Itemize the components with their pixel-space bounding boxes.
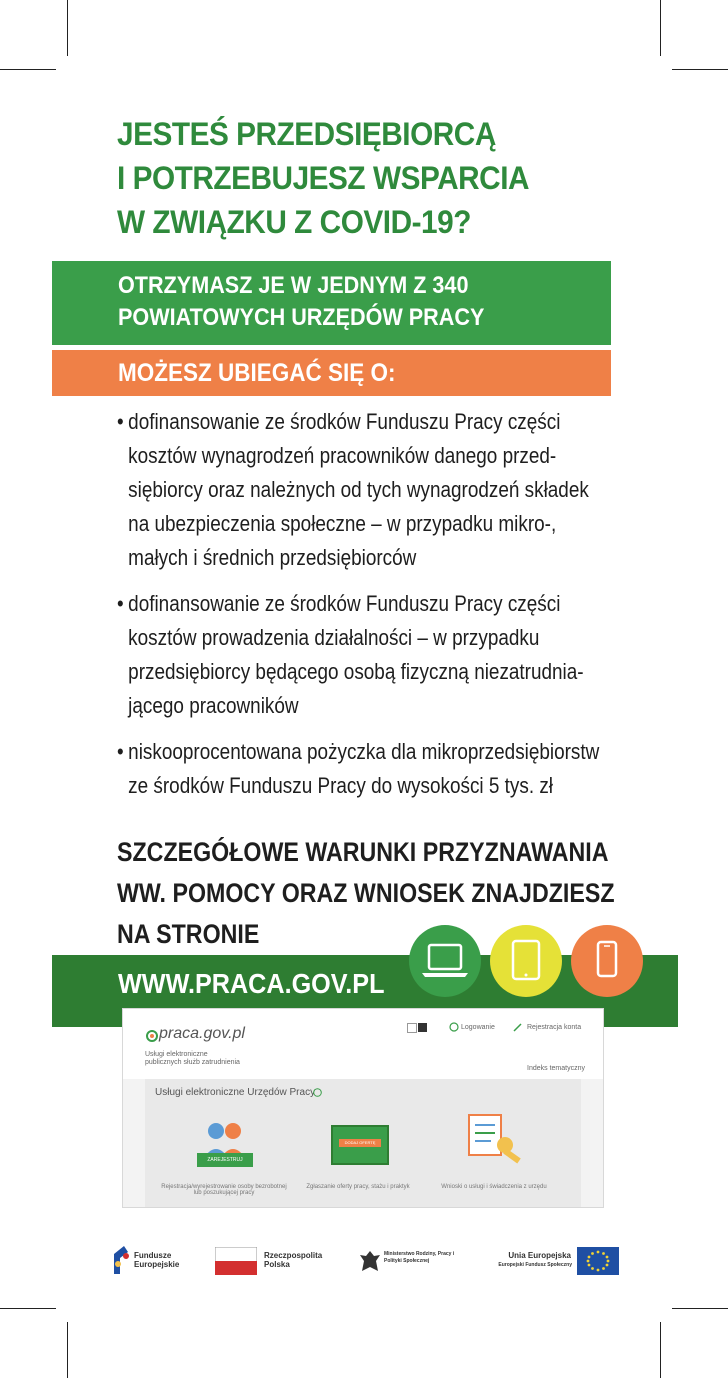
crop-mark bbox=[660, 1322, 661, 1378]
preview-header bbox=[123, 1009, 603, 1079]
website-preview bbox=[122, 1008, 604, 1208]
add-offer-button[interactable]: DODAJ OFERTĘ bbox=[339, 1139, 381, 1147]
laptop-circle bbox=[409, 925, 481, 997]
apply-heading: MOŻESZ UBIEGAĆ SIĘ O: bbox=[118, 359, 396, 387]
bullet-dot: • bbox=[117, 591, 124, 616]
details-line: NA STRONIE bbox=[117, 919, 260, 949]
list-item-line: kosztów wynagrodzeń pracowników danego przed- bbox=[128, 443, 557, 468]
list-item-line: na ubezpieczenia społeczne – w przypadku mikro-, bbox=[128, 511, 557, 536]
crop-mark bbox=[672, 1308, 728, 1309]
headline-line: JESTEŚ PRZEDSIĘBIORCĄ bbox=[117, 116, 496, 152]
pencil-icon bbox=[513, 1022, 523, 1032]
crop-mark bbox=[0, 69, 56, 70]
list-item-line: dofinansowanie ze środków Funduszu Pracy części bbox=[128, 409, 561, 434]
offices-line: OTRZYMASZ JE W JEDNYM Z 340 bbox=[118, 272, 469, 299]
contrast-toggle[interactable] bbox=[407, 1023, 417, 1033]
details-line: SZCZEGÓŁOWE WARUNKI PRZYZNAWANIA bbox=[117, 837, 609, 867]
crop-mark bbox=[67, 1322, 68, 1378]
laptop-icon bbox=[409, 925, 481, 997]
funding-logos bbox=[0, 1235, 728, 1295]
esf-label: Europejski Fundusz Społeczny bbox=[498, 1262, 572, 1268]
list-item-line: niskooprocentowana pożyczka dla mikroprzedsiębiorstw bbox=[128, 739, 600, 764]
document-hand-icon bbox=[465, 1113, 525, 1167]
index-link[interactable]: Indeks tematyczny bbox=[527, 1065, 585, 1072]
user-icon bbox=[449, 1022, 459, 1032]
apply-band bbox=[52, 350, 611, 396]
headline-line: W ZWIĄZKU Z COVID-19? bbox=[117, 204, 471, 240]
eagle-emblem-icon bbox=[359, 1249, 381, 1275]
crop-mark bbox=[0, 1308, 56, 1309]
list-item-line: ze środków Funduszu Pracy do wysokości 5 tys. zł bbox=[128, 773, 553, 798]
details-line: WW. POMOCY ORAZ WNIOSEK ZNAJDZIESZ bbox=[117, 878, 615, 908]
headline-line: I POTRZEBUJESZ WSPARCIA bbox=[117, 160, 530, 196]
phone-icon bbox=[571, 925, 643, 997]
list-item-line: dofinansowanie ze środków Funduszu Pracy części bbox=[128, 591, 561, 616]
tablet-circle bbox=[490, 925, 562, 997]
list-item bbox=[117, 735, 600, 803]
preview-logo-sub: Usługi elektroniczne publicznych służb zatrudnienia bbox=[145, 1051, 240, 1066]
polish-flag-icon bbox=[215, 1247, 257, 1275]
card-label: Zgłaszanie oferty pracy, stażu i praktyk bbox=[306, 1184, 410, 1190]
card-label: Rejestracja/wyrejestrowanie osoby bezrobotnej lub poszukującej pracy bbox=[161, 1184, 287, 1196]
eu-label: Unia Europejska bbox=[508, 1251, 571, 1260]
bullet-dot: • bbox=[117, 409, 124, 434]
star-logo-icon bbox=[145, 1029, 159, 1043]
offer-screen-icon bbox=[331, 1125, 389, 1165]
bullet-dot: • bbox=[117, 739, 124, 764]
list-item-line: kosztów prowadzenia działalności – w przypadku bbox=[128, 625, 540, 650]
offices-band bbox=[52, 261, 611, 345]
eu-funds-logo-icon bbox=[110, 1244, 132, 1276]
login-link[interactable]: Logowanie bbox=[461, 1024, 495, 1031]
services-panel bbox=[145, 1079, 581, 1208]
crop-mark bbox=[672, 69, 728, 70]
tablet-icon bbox=[490, 925, 562, 997]
list-item-line: przedsiębiorcy będącego osobą fizyczną niezatrudnia- bbox=[128, 659, 584, 684]
contrast-toggle[interactable] bbox=[418, 1023, 427, 1032]
fe-label: Fundusze Europejskie bbox=[134, 1251, 180, 1269]
help-icon bbox=[313, 1088, 322, 1097]
register-button[interactable]: ZAREJESTRUJ bbox=[197, 1153, 253, 1167]
list-item-line: małych i średnich przedsiębiorców bbox=[128, 545, 417, 570]
list-item bbox=[117, 587, 584, 723]
card-label: Wnioski o usługi i świadczenia z urzędu bbox=[441, 1184, 547, 1190]
support-list bbox=[117, 405, 600, 815]
preview-logo: praca.gov.pl bbox=[159, 1025, 245, 1042]
rp-label: Rzeczpospolita Polska bbox=[264, 1251, 323, 1269]
list-item-line: siębiorcy oraz należnych od tych wynagrodzeń składek bbox=[128, 477, 589, 502]
register-link[interactable]: Rejestracja konta bbox=[527, 1024, 582, 1031]
eu-flag-icon bbox=[577, 1247, 619, 1275]
offices-line: POWIATOWYCH URZĘDÓW PRACY bbox=[118, 304, 485, 331]
crop-mark bbox=[660, 0, 661, 56]
ministry-label: Ministerstwo Rodziny, Pracy i Polityki Społecznej bbox=[384, 1251, 455, 1264]
phone-circle bbox=[571, 925, 643, 997]
list-item-line: jącego pracowników bbox=[128, 693, 299, 718]
website-link[interactable]: WWW.PRACA.GOV.PL bbox=[118, 968, 385, 999]
headline bbox=[117, 112, 582, 244]
crop-mark bbox=[67, 0, 68, 56]
list-item bbox=[117, 405, 589, 575]
services-title: Usługi elektroniczne Urzędów Pracy bbox=[155, 1087, 316, 1098]
